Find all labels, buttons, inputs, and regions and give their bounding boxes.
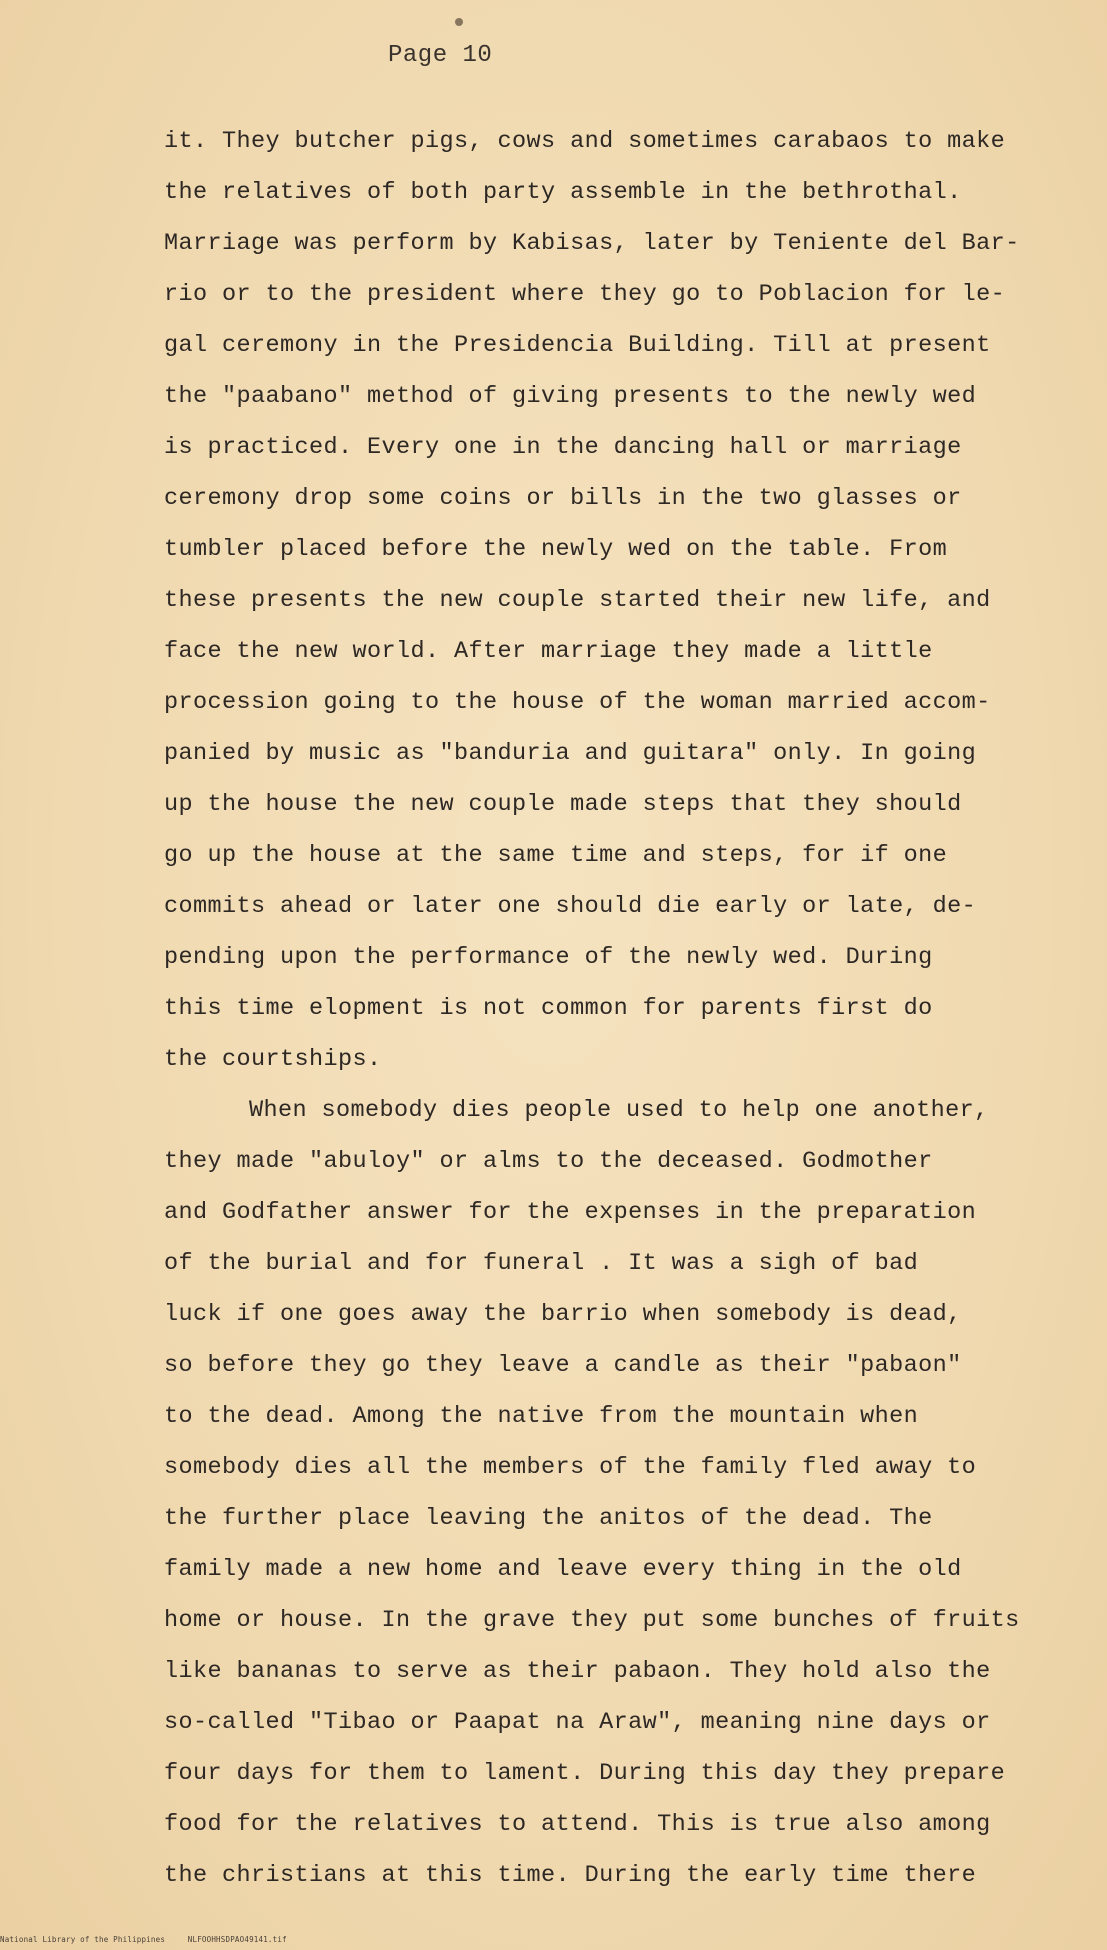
- text-line: pending upon the performance of the newly wed. During: [164, 944, 933, 971]
- text-line: When somebody dies people used to help one another,: [249, 1097, 989, 1124]
- typed-body-text: [164, 116, 1094, 1901]
- text-line: they made "abuloy" or alms to the deceased. Godmother: [164, 1148, 933, 1175]
- text-line: family made a new home and leave every thing in the old: [164, 1556, 962, 1583]
- text-line: commits ahead or later one should die early or late, de-: [164, 893, 977, 920]
- text-line: this time elopment is not common for parents first do: [164, 995, 933, 1022]
- text-line: panied by music as "banduria and guitara" only. In going: [164, 740, 977, 767]
- text-line: like bananas to serve as their pabaon. They hold also the: [164, 1658, 991, 1685]
- text-line: somebody dies all the members of the family fled away to: [164, 1454, 977, 1481]
- text-line: luck if one goes away the barrio when somebody is dead,: [164, 1301, 962, 1328]
- text-line: rio or to the president where they go to Poblacion for le-: [164, 281, 1006, 308]
- text-line: gal ceremony in the Presidencia Building. Till at present: [164, 332, 991, 359]
- text-line: Marriage was perform by Kabisas, later by Teniente del Bar-: [164, 230, 1020, 257]
- footer-file-id: NLFOOHHSDPAO49141.tif: [187, 1935, 287, 1944]
- text-line: the "paabano" method of giving presents to the newly wed: [164, 383, 977, 410]
- text-line: is practiced. Every one in the dancing hall or marriage: [164, 434, 962, 461]
- text-line: the christians at this time. During the early time there: [164, 1862, 977, 1889]
- text-line: food for the relatives to attend. This is true also among: [164, 1811, 991, 1838]
- text-line: face the new world. After marriage they made a little: [164, 638, 933, 665]
- text-line: and Godfather answer for the expenses in the preparation: [164, 1199, 977, 1226]
- text-line: these presents the new couple started their new life, and: [164, 587, 991, 614]
- text-line: home or house. In the grave they put some bunches of fruits: [164, 1607, 1020, 1634]
- scan-footer: [0, 1935, 1107, 1944]
- punch-hole-mark: [455, 18, 463, 26]
- text-line: tumbler placed before the newly wed on the table. From: [164, 536, 948, 563]
- text-line: the courtships.: [164, 1046, 382, 1073]
- text-line: go up the house at the same time and steps, for if one: [164, 842, 948, 869]
- text-line: up the house the new couple made steps that they should: [164, 791, 962, 818]
- text-line: it. They butcher pigs, cows and sometimes carabaos to make: [164, 128, 1006, 155]
- page-number: Page 10: [388, 42, 493, 69]
- text-line: four days for them to lament. During this day they prepare: [164, 1760, 1006, 1787]
- text-line: so before they go they leave a candle as their "pabaon": [164, 1352, 962, 1379]
- text-line: the relatives of both party assemble in the bethrothal.: [164, 179, 962, 206]
- text-line: so-called "Tibao or Paapat na Araw", meaning nine days or: [164, 1709, 991, 1736]
- text-line: the further place leaving the anitos of the dead. The: [164, 1505, 933, 1532]
- text-line: procession going to the house of the woman married accom-: [164, 689, 991, 716]
- footer-library-name: National Library of the Philippines: [0, 1935, 166, 1944]
- text-line: ceremony drop some coins or bills in the two glasses or: [164, 485, 962, 512]
- text-line: to the dead. Among the native from the mountain when: [164, 1403, 919, 1430]
- text-line: of the burial and for funeral . It was a sigh of bad: [164, 1250, 919, 1277]
